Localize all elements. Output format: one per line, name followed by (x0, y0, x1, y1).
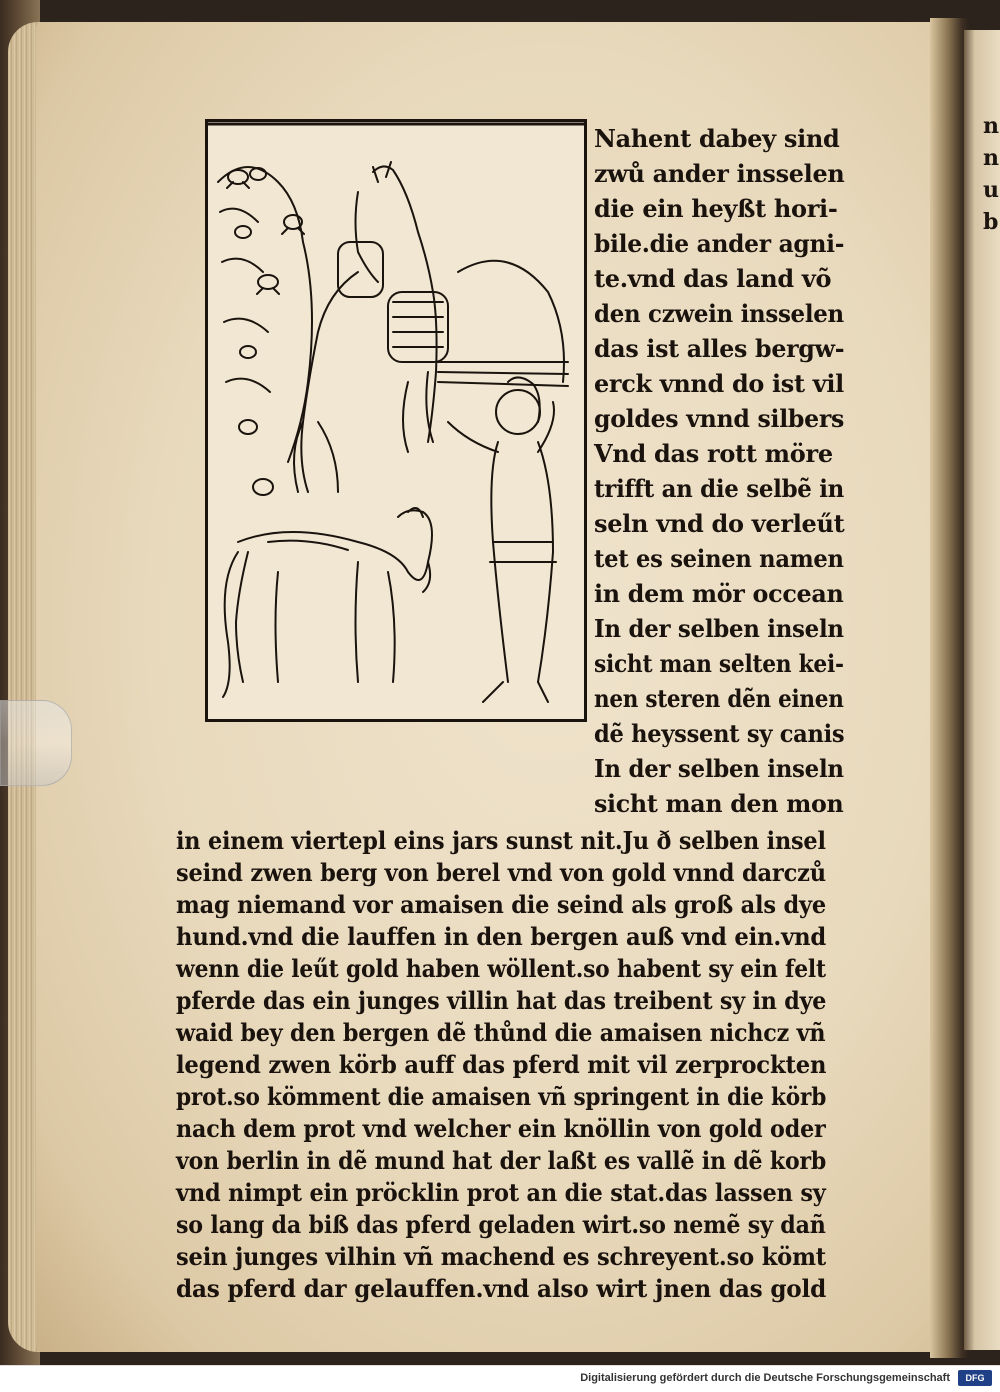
ant-figure (253, 479, 273, 495)
text-line: goldes vnnd silbers (594, 404, 844, 433)
text-line: hund.vnd die lauffen in den bergen auß vnd ein.vnd (176, 922, 827, 951)
text-line: in einem viertepl eins jars sunst nit.Ju ð selben insel (176, 826, 826, 855)
facing-page-fragment: b (983, 209, 999, 235)
text-line: dẽ heyssent sy canis (594, 719, 845, 748)
text-line: vnd nimpt ein pröcklin prot an die stat.das lassen sy (176, 1178, 826, 1207)
mountain-outline (218, 167, 312, 462)
text-line: bile.die ander agni- (594, 229, 845, 258)
ant-figure (239, 420, 257, 434)
text-line: nach dem prot vnd welcher ein knöllin von gold oder (176, 1114, 826, 1143)
text-line: die ein heyßt hori- (594, 194, 838, 223)
text-line: Nahent dabey sind (594, 124, 840, 153)
text-line: in dem mör occean (594, 579, 844, 608)
page-clip (0, 700, 72, 786)
text-line: von berlin in dẽ mund hat der laßt es vallẽ in dẽ korb (176, 1146, 827, 1175)
text-line: In der selben inseln (594, 614, 844, 643)
text-line: trifft an die selbẽ in (594, 474, 845, 503)
text-line: sein junges vilhin vñ machend es schreyent.so kömt (176, 1242, 827, 1271)
woodcut-illustration (205, 119, 587, 722)
ant-figure (258, 275, 278, 289)
text-line: legend zwen körb auff das pferd mit vil zerprockten (176, 1050, 827, 1079)
text-line: wenn die leűt gold haben wöllent.so habent sy ein felt (176, 954, 826, 983)
text-line: prot.so kömment die amaisen vñ springent in die körb (176, 1082, 827, 1111)
facing-page-text (983, 110, 1000, 238)
text-line: Vnd das rott möre (594, 439, 833, 468)
text-line: In der selben inseln (594, 754, 844, 783)
standing-horse (238, 510, 432, 580)
text-line: sicht man den mon (594, 789, 844, 818)
text-line: mag niemand vor amaisen die seind als groß als dye (176, 890, 826, 919)
facing-page-fragment: u (983, 177, 999, 203)
text-line: seind zwen berg von berel vnd von gold vnnd darczů (176, 858, 826, 887)
text-line: das pferd dar gelauffen.vnd also wirt jnen das gold (176, 1274, 827, 1303)
dfg-logo: DFG (958, 1370, 992, 1386)
funding-footer (0, 1365, 1000, 1392)
facing-page-fragment: n (983, 145, 999, 171)
woodcut-drawing (208, 122, 584, 719)
text-line: te.vnd das land võ (594, 264, 832, 293)
basket (338, 242, 383, 297)
facing-page-fragment: n (983, 113, 999, 139)
text-line: sicht man selten kei- (594, 649, 844, 678)
text-line: das ist alles bergw- (594, 334, 845, 363)
text-line: tet es seinen namen (594, 544, 844, 573)
text-line: so lang da biß das pferd geladen wirt.so nemẽ sy dañ (176, 1210, 826, 1239)
ant-figure (228, 170, 248, 184)
text-line: erck vnnd do ist vil (594, 369, 844, 398)
text-line: pferde das ein junges villin hat das treibent sy in dye (176, 986, 827, 1015)
text-line: den czwein insselen (594, 299, 844, 328)
text-line: nen steren dẽn einen (594, 684, 844, 713)
footer-credit: Digitalisierung gefördert durch die Deutsche Forschungsgemeinschaft (580, 1372, 950, 1384)
boy-figure (496, 390, 540, 434)
text-line: zwů ander insselen (594, 159, 845, 188)
text-line: waid bey den bergen dẽ thůnd die amaisen nichcz vñ (176, 1018, 826, 1047)
text-line: seln vnd do verleűt (594, 509, 845, 538)
